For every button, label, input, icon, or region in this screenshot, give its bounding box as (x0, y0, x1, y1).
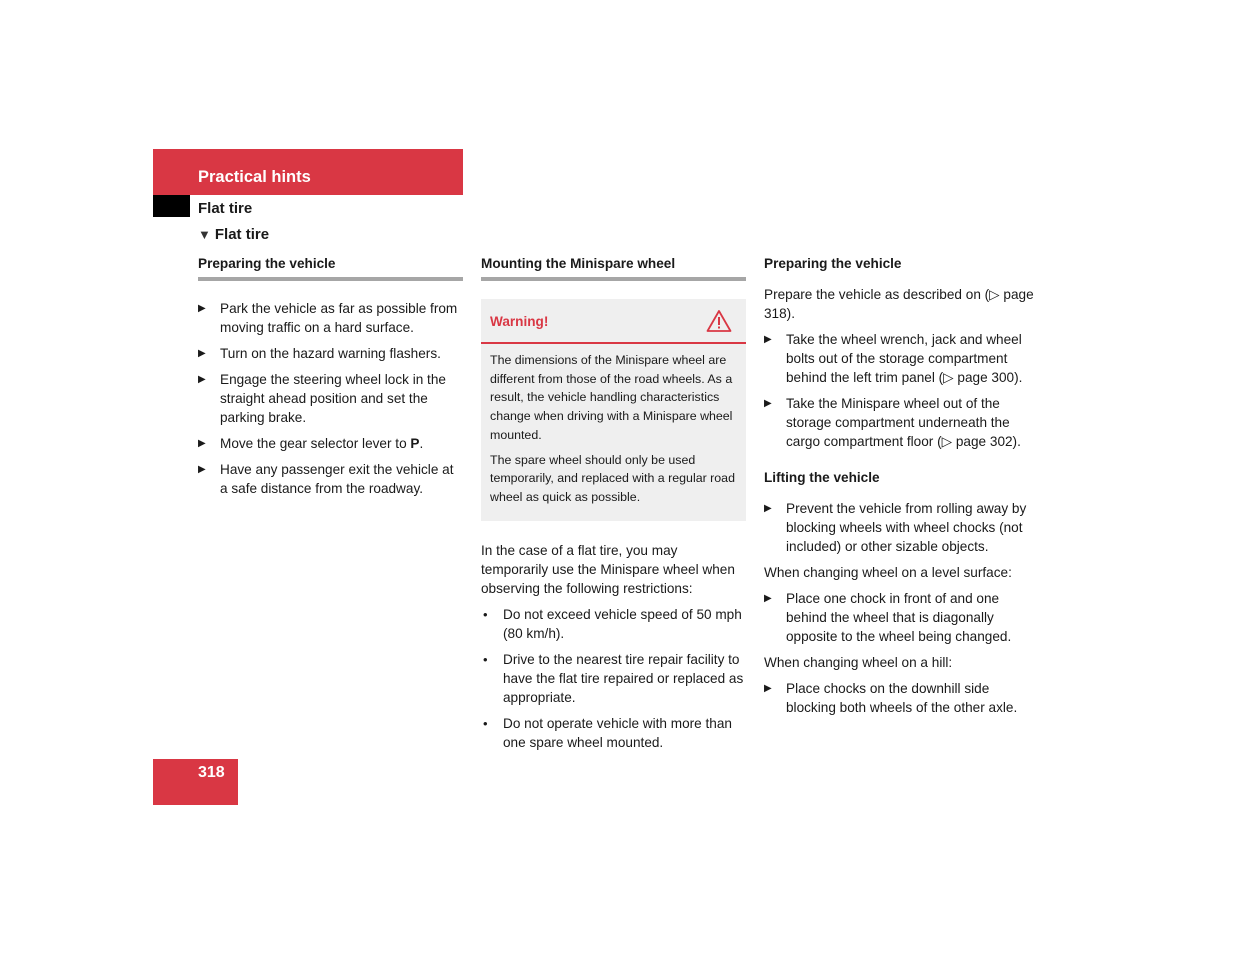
hill-steps (764, 679, 1034, 717)
lifting-steps-list (764, 499, 1034, 556)
warning-body (481, 344, 746, 521)
list-item: ▶ Place one chock in front of and one behind the wheel that is diagonally opposite to the wheel being changed. (764, 591, 1012, 644)
bullet-icon: • (483, 715, 488, 731)
column-preparing-lifting (764, 254, 1034, 724)
arrow-right-icon: ▶ (764, 683, 772, 694)
arrow-right-icon: ▶ (198, 374, 206, 385)
level-surface-steps (764, 589, 1034, 646)
subsection-title: Flat tire (198, 200, 253, 217)
arrow-right-icon: ▶ (198, 438, 206, 449)
list-item: • Do not exceed vehicle speed of 50 mph (80 km/h). (483, 606, 742, 641)
arrow-right-icon: ▶ (764, 503, 772, 514)
preparing-steps-list-2 (764, 330, 1034, 451)
arrow-right-icon: ▶ (764, 398, 772, 409)
page-number-box (153, 759, 238, 805)
level-surface-intro: When changing wheel on a level surface: (764, 565, 1012, 580)
topic-title (198, 226, 269, 243)
arrow-right-icon: ▶ (198, 348, 206, 359)
bullet-icon: • (483, 651, 488, 667)
list-item: ▶ Prevent the vehicle from rolling away by blocking wheels with wheel chocks (not included) or other sizable objects. (764, 501, 1027, 554)
column-minispare (481, 254, 746, 759)
restrictions-list (481, 605, 746, 752)
list-item: • Drive to the nearest tire repair facility to have the flat tire repaired or replaced as appropriate. (483, 651, 744, 705)
preparing-steps-list (198, 299, 463, 498)
list-item: ▶ Take the Minispare wheel out of the storage compartment underneath the cargo compartment floor (▷ page 302). (764, 396, 1021, 449)
list-item: ▶ Take the wheel wrench, jack and wheel bolts out of the storage compartment behind the left trim panel (▷ page 300). (764, 332, 1023, 385)
warning-header (481, 299, 746, 344)
arrow-right-icon: ▶ (764, 593, 772, 604)
section-title: Practical hints (198, 168, 311, 186)
heading-preparing-vehicle: Preparing the vehicle (198, 254, 463, 281)
arrow-right-icon: ▶ (198, 464, 206, 475)
list-item: ▶ Move the gear selector lever to P. (198, 436, 424, 451)
warning-paragraph: The dimensions of the Minispare wheel are different from those of the road wheels. As a result, the vehicle handling characteristics change when driving with a Minispare wheel mounted. (490, 353, 733, 442)
arrow-right-icon: ▶ (764, 334, 772, 345)
warning-paragraph: The spare wheel should only be used temporarily, and replaced with a regular road wheel as quick as possible. (490, 452, 735, 504)
topic-title-text: Flat tire (214, 226, 270, 243)
page-number: 318 (198, 764, 225, 781)
gear-position-p: P (410, 436, 420, 451)
list-item: ▶ Place chocks on the downhill side blocking both wheels of the other axle. (764, 681, 1018, 715)
heading-mounting-minispare: Mounting the Minispare wheel (481, 254, 746, 281)
list-item: ▶ Turn on the hazard warning flashers. (198, 346, 441, 361)
list-item: ▶ Have any passenger exit the vehicle at a safe distance from the roadway. (198, 462, 454, 496)
warning-label: Warning! (490, 314, 549, 329)
list-item: ▶ Park the vehicle as far as possible from moving traffic on a hard surface. (198, 301, 458, 335)
triangle-down-icon: ▼ (198, 227, 211, 242)
subsection-tab-marker (153, 195, 190, 217)
warning-triangle-icon (706, 309, 732, 333)
hill-intro: When changing wheel on a hill: (764, 655, 953, 670)
preparing-intro: Prepare the vehicle as described on (▷ page 318). (764, 287, 1034, 321)
minispare-intro: In the case of a flat tire, you may temporarily use the Minispare wheel when observing the following restrictions: (481, 542, 735, 596)
list-item: ▶ Engage the steering wheel lock in the straight ahead position and set the parking brake. (198, 372, 446, 425)
heading-lifting-vehicle: Lifting the vehicle (764, 470, 880, 485)
warning-box (481, 299, 746, 521)
list-item: • Do not operate vehicle with more than one spare wheel mounted. (483, 715, 732, 750)
arrow-right-icon: ▶ (198, 303, 206, 314)
column-preparing (198, 254, 463, 505)
heading-preparing-vehicle-2: Preparing the vehicle (764, 256, 902, 271)
bullet-icon: • (483, 606, 488, 622)
